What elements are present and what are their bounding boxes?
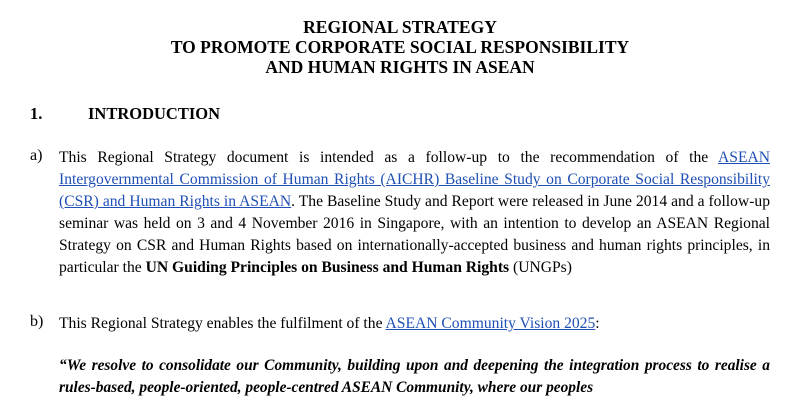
title-line-1: REGIONAL STRATEGY	[303, 17, 497, 37]
aichr-baseline-study-link[interactable]: ASEAN Intergovernmental Commission of Human Rights (AICHR) Baseline Study on Corporate Social Responsibility (CSR) and Human Rights in ASEAN	[59, 149, 770, 210]
vision-quote: “We resolve to consolidate our Community, building upon and deepening the integration process to realise a rules-based, people-oriented, people-centred ASEAN Community, where our peoples	[59, 357, 770, 396]
paragraph-body	[59, 147, 770, 279]
paragraph-b	[30, 313, 770, 335]
ungp-title-bold: UN Guiding Principles on Business and Human Rights	[145, 259, 510, 276]
section-title: INTRODUCTION	[88, 104, 221, 123]
section-number: 1.	[30, 104, 43, 123]
paragraph-text: (UNGPs)	[509, 259, 572, 276]
document-title	[0, 17, 800, 77]
section-heading	[30, 104, 220, 124]
paragraph-text: This Regional Strategy document is intended as a follow-up to the recommendation of the	[59, 149, 719, 166]
paragraph-marker: b)	[30, 313, 44, 330]
paragraph-marker: a)	[30, 147, 43, 164]
paragraph-a	[30, 147, 770, 279]
paragraph-body	[59, 313, 770, 335]
asean-community-vision-link[interactable]: ASEAN Community Vision 2025	[385, 315, 596, 332]
title-line-2: TO PROMOTE CORPORATE SOCIAL RESPONSIBILITY	[170, 37, 630, 57]
title-line-3: AND HUMAN RIGHTS IN ASEAN	[265, 57, 535, 77]
paragraph-text: . The Baseline Study and Report were released in June 2014 and a follow-up seminar was held on 3 and 4 November 2016 in Singapore, with an intention to develop an ASEAN Regional Strategy on CSR and Human Rights based on internationally-accepted business and human rights principles, in particular the	[59, 193, 770, 276]
paragraph-text: :	[595, 315, 600, 332]
paragraph-text: This Regional Strategy enables the fulfilment of the	[59, 315, 386, 332]
